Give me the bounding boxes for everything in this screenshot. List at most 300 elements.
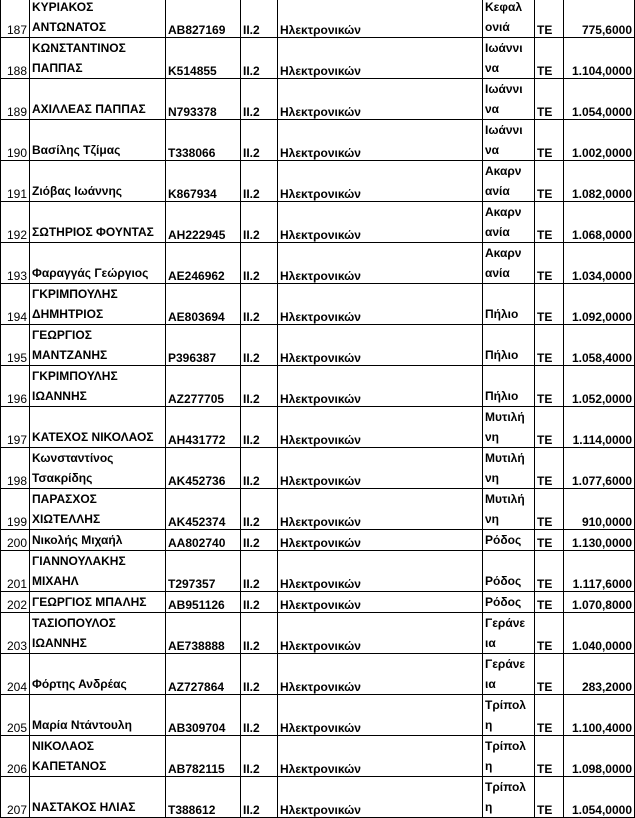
specialty-cell-text: Ηλεκτρονικών: [280, 536, 361, 550]
level-cell[interactable]: [535, 592, 564, 613]
category-cell[interactable]: [241, 38, 278, 79]
location-cell[interactable]: [483, 695, 535, 736]
score-cell[interactable]: [564, 161, 635, 202]
row-number-cell[interactable]: [1, 777, 30, 818]
level-cell-text: ΤΕ: [537, 474, 553, 488]
score-cell[interactable]: [564, 38, 635, 79]
category-cell[interactable]: [241, 489, 278, 530]
score-cell-text: 1.104,0000: [571, 64, 632, 78]
category-cell[interactable]: [241, 654, 278, 695]
specialty-cell[interactable]: [278, 530, 483, 551]
table-row: [1, 366, 635, 407]
category-cell-text: II.2: [243, 721, 260, 735]
name-cell[interactable]: [30, 489, 166, 530]
id-cell[interactable]: [166, 695, 241, 736]
specialty-cell-text: Ηλεκτρονικών: [280, 515, 361, 529]
specialty-cell[interactable]: [278, 407, 483, 448]
category-cell-text: II.2: [243, 639, 260, 653]
location-cell[interactable]: [483, 0, 535, 38]
specialty-cell[interactable]: [278, 0, 483, 38]
id-cell[interactable]: [166, 736, 241, 777]
level-cell[interactable]: [535, 0, 564, 38]
specialty-cell-text: Ηλεκτρονικών: [280, 803, 361, 817]
id-cell-text: AB309704: [168, 721, 226, 735]
id-cell[interactable]: [166, 613, 241, 654]
name-cell[interactable]: [30, 325, 166, 366]
name-cell[interactable]: [30, 366, 166, 407]
level-cell-text: ΤΕ: [537, 680, 553, 694]
table-row: [1, 613, 635, 654]
specialty-cell[interactable]: [278, 551, 483, 592]
score-cell-text: 1.130,0000: [571, 536, 632, 550]
specialty-cell[interactable]: [278, 243, 483, 284]
row-number-cell[interactable]: [1, 161, 30, 202]
category-cell-text: II.2: [243, 762, 260, 776]
category-cell-text: II.2: [243, 310, 260, 324]
score-cell-text: 1.034,0000: [571, 269, 632, 283]
score-cell[interactable]: [564, 120, 635, 161]
id-cell-text: AE738888: [168, 639, 225, 653]
category-cell-text: II.2: [243, 146, 260, 160]
score-cell[interactable]: [564, 695, 635, 736]
id-cell-text: AZ727864: [168, 680, 225, 694]
category-cell[interactable]: [241, 592, 278, 613]
location-cell[interactable]: [483, 38, 535, 79]
table-row: [1, 695, 635, 736]
category-cell[interactable]: [241, 736, 278, 777]
name-cell[interactable]: [30, 243, 166, 284]
row-number-cell-text: 199: [6, 515, 27, 529]
score-cell[interactable]: [564, 530, 635, 551]
specialty-cell[interactable]: [278, 592, 483, 613]
category-cell[interactable]: [241, 777, 278, 818]
table-row: [1, 654, 635, 695]
score-cell[interactable]: [564, 366, 635, 407]
row-number-cell[interactable]: [1, 530, 30, 551]
name-cell[interactable]: [30, 592, 166, 613]
name-cell[interactable]: [30, 777, 166, 818]
id-cell[interactable]: [166, 530, 241, 551]
score-cell-text: 1.052,0000: [571, 392, 632, 406]
id-cell[interactable]: [166, 243, 241, 284]
location-cell[interactable]: [483, 448, 535, 489]
score-cell-text: 1.098,0000: [571, 762, 632, 776]
location-cell[interactable]: [483, 366, 535, 407]
specialty-cell-text: Ηλεκτρονικών: [280, 351, 361, 365]
table-row: [1, 736, 635, 777]
location-cell[interactable]: [483, 202, 535, 243]
row-number-cell-text: 196: [6, 392, 27, 406]
id-cell[interactable]: [166, 161, 241, 202]
row-number-cell-text: 194: [6, 310, 27, 324]
specialty-cell-text: Ηλεκτρονικών: [280, 392, 361, 406]
row-number-cell[interactable]: [1, 38, 30, 79]
score-cell[interactable]: [564, 736, 635, 777]
category-cell[interactable]: [241, 202, 278, 243]
row-number-cell[interactable]: [1, 0, 30, 38]
id-cell[interactable]: [166, 284, 241, 325]
specialty-cell-text: Ηλεκτρονικών: [280, 269, 361, 283]
location-cell[interactable]: [483, 161, 535, 202]
category-cell[interactable]: [241, 448, 278, 489]
id-cell[interactable]: [166, 366, 241, 407]
level-cell[interactable]: [535, 654, 564, 695]
specialty-cell-text: Ηλεκτρονικών: [280, 598, 361, 612]
specialty-cell[interactable]: [278, 777, 483, 818]
specialty-cell[interactable]: [278, 161, 483, 202]
category-cell-text: II.2: [243, 351, 260, 365]
name-cell-text: Κωνσταντίνος Τσακρίδης: [32, 451, 114, 485]
level-cell-text: ΤΕ: [537, 577, 553, 591]
category-cell-text: II.2: [243, 23, 260, 37]
location-cell[interactable]: [483, 489, 535, 530]
specialty-cell-text: Ηλεκτρονικών: [280, 577, 361, 591]
name-cell-text: Ζιόβας Ιωάννης: [32, 184, 123, 198]
category-cell[interactable]: [241, 0, 278, 38]
location-cell[interactable]: [483, 325, 535, 366]
level-cell-text: ΤΕ: [537, 515, 553, 529]
specialty-cell-text: Ηλεκτρονικών: [280, 310, 361, 324]
id-cell-text: AH222945: [168, 228, 226, 242]
row-number-cell-text: 189: [6, 105, 27, 119]
id-cell[interactable]: [166, 448, 241, 489]
level-cell[interactable]: [535, 695, 564, 736]
name-cell[interactable]: [30, 695, 166, 736]
location-cell[interactable]: [483, 79, 535, 120]
specialty-cell[interactable]: [278, 79, 483, 120]
specialty-cell[interactable]: [278, 736, 483, 777]
id-cell[interactable]: [166, 38, 241, 79]
level-cell-text: ΤΕ: [537, 351, 553, 365]
name-cell-text: Νικολής Μιχαήλ: [32, 533, 123, 547]
score-cell[interactable]: [564, 551, 635, 592]
name-cell[interactable]: [30, 654, 166, 695]
level-cell[interactable]: [535, 736, 564, 777]
location-cell[interactable]: [483, 736, 535, 777]
category-cell-text: II.2: [243, 228, 260, 242]
level-cell[interactable]: [535, 530, 564, 551]
location-cell-text: Ακαρν ανία: [485, 246, 522, 280]
row-number-cell-text: 191: [6, 187, 27, 201]
score-cell-text: 1.002,0000: [571, 146, 632, 160]
table-row: [1, 530, 635, 551]
category-cell[interactable]: [241, 79, 278, 120]
specialty-cell[interactable]: [278, 613, 483, 654]
row-number-cell[interactable]: [1, 407, 30, 448]
row-number-cell[interactable]: [1, 243, 30, 284]
row-number-cell[interactable]: [1, 284, 30, 325]
location-cell-text: Ρόδος: [485, 533, 522, 547]
table-row: [1, 38, 635, 79]
level-cell[interactable]: [535, 448, 564, 489]
location-cell-text: Μυτιλή νη: [485, 451, 525, 485]
row-number-cell[interactable]: [1, 736, 30, 777]
location-cell-text: Κεφαλ ονιά: [485, 0, 522, 34]
specialty-cell[interactable]: [278, 325, 483, 366]
category-cell[interactable]: [241, 613, 278, 654]
name-cell-text: ΝΑΣΤΑΚΟΣ ΗΛΙΑΣ: [32, 800, 136, 814]
location-cell[interactable]: [483, 120, 535, 161]
score-cell[interactable]: [564, 284, 635, 325]
score-cell[interactable]: [564, 243, 635, 284]
row-number-cell[interactable]: [1, 592, 30, 613]
location-cell[interactable]: [483, 407, 535, 448]
id-cell[interactable]: [166, 551, 241, 592]
row-number-cell-text: 205: [6, 721, 27, 735]
table-row: [1, 120, 635, 161]
id-cell-text: AB782115: [168, 762, 225, 776]
score-cell-text: 910,0000: [581, 515, 632, 529]
name-cell-text: ΚΩΝΣΤΑΝΤΙΝΟΣ ΠΑΠΠΑΣ: [32, 41, 126, 75]
id-cell-text: T338066: [168, 146, 216, 160]
score-cell[interactable]: [564, 325, 635, 366]
id-cell[interactable]: [166, 79, 241, 120]
name-cell-text: ΤΑΣΙΟΠΟΥΛΟΣ ΙΩΑΝΝΗΣ: [32, 616, 116, 650]
id-cell-text: P396387: [168, 351, 217, 365]
name-cell-text: Μαρία Ντάντουλη: [32, 718, 132, 732]
specialty-cell[interactable]: [278, 284, 483, 325]
specialty-cell-text: Ηλεκτρονικών: [280, 762, 361, 776]
location-cell[interactable]: [483, 613, 535, 654]
specialty-cell[interactable]: [278, 448, 483, 489]
level-cell[interactable]: [535, 243, 564, 284]
name-cell[interactable]: [30, 407, 166, 448]
location-cell[interactable]: [483, 654, 535, 695]
name-cell[interactable]: [30, 161, 166, 202]
id-cell-text: AK452736: [168, 474, 226, 488]
name-cell[interactable]: [30, 284, 166, 325]
table-row: [1, 0, 635, 38]
name-cell-text: ΑΧΙΛΛΕΑΣ ΠΑΠΠΑΣ: [32, 102, 146, 116]
level-cell[interactable]: [535, 407, 564, 448]
name-cell[interactable]: [30, 38, 166, 79]
score-cell-text: 1.082,0000: [571, 187, 632, 201]
name-cell-text: ΓΙΑΝΝΟΥΛΑΚΗΣ ΜΙΧΑΗΛ: [32, 554, 126, 588]
row-number-cell[interactable]: [1, 325, 30, 366]
id-cell[interactable]: [166, 489, 241, 530]
name-cell[interactable]: [30, 736, 166, 777]
row-number-cell[interactable]: [1, 489, 30, 530]
row-number-cell[interactable]: [1, 654, 30, 695]
specialty-cell[interactable]: [278, 38, 483, 79]
row-number-cell-text: 206: [6, 762, 27, 776]
category-cell[interactable]: [241, 325, 278, 366]
level-cell[interactable]: [535, 551, 564, 592]
score-cell-text: 1.068,0000: [571, 228, 632, 242]
name-cell-text: ΓΕΩΡΓΙΟΣ ΜΑΝΤΖΑΝΗΣ: [32, 328, 108, 362]
name-cell[interactable]: [30, 613, 166, 654]
category-cell[interactable]: [241, 120, 278, 161]
level-cell-text: ΤΕ: [537, 64, 553, 78]
level-cell-text: ΤΕ: [537, 23, 553, 37]
name-cell[interactable]: [30, 0, 166, 38]
row-number-cell-text: 198: [6, 474, 27, 488]
row-number-cell-text: 203: [6, 639, 27, 653]
id-cell-text: K867934: [168, 187, 217, 201]
score-cell-text: 1.054,0000: [571, 105, 632, 119]
location-cell-text: Πήλιο: [485, 389, 519, 403]
level-cell-text: ΤΕ: [537, 721, 553, 735]
table-row: [1, 407, 635, 448]
score-cell[interactable]: [564, 613, 635, 654]
level-cell[interactable]: [535, 777, 564, 818]
name-cell[interactable]: [30, 79, 166, 120]
score-cell-text: 1.054,0000: [571, 803, 632, 817]
score-cell[interactable]: [564, 202, 635, 243]
level-cell-text: ΤΕ: [537, 639, 553, 653]
table-row: [1, 284, 635, 325]
score-cell-text: 1.092,0000: [571, 310, 632, 324]
category-cell-text: II.2: [243, 803, 260, 817]
score-cell-text: 1.117,6000: [572, 577, 632, 591]
name-cell-text: ΝΙΚΟΛΑΟΣ ΚΑΠΕΤΑΝΟΣ: [32, 739, 107, 773]
location-cell[interactable]: [483, 777, 535, 818]
id-cell[interactable]: [166, 592, 241, 613]
score-cell-text: 1.040,0000: [571, 639, 632, 653]
location-cell-text: Τρίπολ η: [485, 698, 526, 732]
id-cell[interactable]: [166, 325, 241, 366]
score-cell[interactable]: [564, 0, 635, 38]
level-cell-text: ΤΕ: [537, 146, 553, 160]
location-cell-text: Μυτιλή νη: [485, 410, 525, 444]
row-number-cell-text: 187: [6, 23, 27, 37]
id-cell-text: T388612: [168, 803, 216, 817]
level-cell-text: ΤΕ: [537, 310, 553, 324]
table-row: [1, 161, 635, 202]
id-cell-text: N793378: [168, 105, 217, 119]
score-cell[interactable]: [564, 489, 635, 530]
location-cell[interactable]: [483, 530, 535, 551]
row-number-cell[interactable]: [1, 79, 30, 120]
location-cell-text: Ρόδος: [485, 595, 522, 609]
name-cell[interactable]: [30, 202, 166, 243]
row-number-cell-text: 204: [6, 680, 27, 694]
category-cell-text: II.2: [243, 598, 260, 612]
level-cell-text: ΤΕ: [537, 803, 553, 817]
category-cell-text: II.2: [243, 474, 260, 488]
category-cell-text: II.2: [243, 433, 260, 447]
specialty-cell[interactable]: [278, 654, 483, 695]
score-cell[interactable]: [564, 79, 635, 120]
id-cell[interactable]: [166, 202, 241, 243]
location-cell[interactable]: [483, 284, 535, 325]
score-cell[interactable]: [564, 592, 635, 613]
level-cell-text: ΤΕ: [537, 762, 553, 776]
specialty-cell[interactable]: [278, 202, 483, 243]
level-cell[interactable]: [535, 38, 564, 79]
id-cell[interactable]: [166, 120, 241, 161]
name-cell-text: ΚΥΡΙΑΚΟΣ ΑΝΤΩΝΑΤΟΣ: [32, 0, 107, 34]
name-cell[interactable]: [30, 120, 166, 161]
level-cell[interactable]: [535, 366, 564, 407]
specialty-cell[interactable]: [278, 695, 483, 736]
table-row: [1, 325, 635, 366]
id-cell-text: AB951126: [168, 598, 225, 612]
category-cell[interactable]: [241, 284, 278, 325]
level-cell[interactable]: [535, 120, 564, 161]
id-cell[interactable]: [166, 654, 241, 695]
location-cell[interactable]: [483, 243, 535, 284]
level-cell[interactable]: [535, 79, 564, 120]
score-cell[interactable]: [564, 654, 635, 695]
category-cell[interactable]: [241, 161, 278, 202]
row-number-cell-text: 193: [6, 269, 27, 283]
row-number-cell-text: 207: [6, 803, 27, 817]
location-cell[interactable]: [483, 592, 535, 613]
table-body: [1, 0, 635, 818]
score-cell-text: 283,2000: [581, 680, 632, 694]
table-row: [1, 592, 635, 613]
category-cell-text: II.2: [243, 392, 260, 406]
level-cell-text: ΤΕ: [537, 392, 553, 406]
specialty-cell[interactable]: [278, 489, 483, 530]
category-cell[interactable]: [241, 366, 278, 407]
id-cell[interactable]: [166, 0, 241, 38]
id-cell[interactable]: [166, 777, 241, 818]
row-number-cell[interactable]: [1, 448, 30, 489]
row-number-cell[interactable]: [1, 613, 30, 654]
row-number-cell-text: 200: [6, 536, 27, 550]
name-cell-text: Φόρτης Ανδρέας: [32, 677, 127, 691]
specialty-cell-text: Ηλεκτρονικών: [280, 64, 361, 78]
score-cell-text: 1.077,6000: [571, 474, 632, 488]
category-cell[interactable]: [241, 407, 278, 448]
location-cell[interactable]: [483, 551, 535, 592]
id-cell-text: AZ277705: [168, 392, 225, 406]
level-cell[interactable]: [535, 284, 564, 325]
name-cell[interactable]: [30, 448, 166, 489]
name-cell[interactable]: [30, 551, 166, 592]
location-cell-text: Ακαρν ανία: [485, 205, 522, 239]
level-cell[interactable]: [535, 613, 564, 654]
category-cell[interactable]: [241, 530, 278, 551]
row-number-cell-text: 201: [6, 577, 27, 591]
row-number-cell[interactable]: [1, 366, 30, 407]
specialty-cell-text: Ηλεκτρονικών: [280, 639, 361, 653]
score-cell-text: 1.058,4000: [571, 351, 632, 365]
category-cell[interactable]: [241, 551, 278, 592]
id-cell[interactable]: [166, 407, 241, 448]
row-number-cell[interactable]: [1, 202, 30, 243]
score-cell[interactable]: [564, 777, 635, 818]
category-cell[interactable]: [241, 243, 278, 284]
name-cell-text: ΓΚΡΙΜΠΟΥΛΗΣ ΙΩΑΝΝΗΣ: [32, 369, 118, 403]
row-number-cell-text: 188: [6, 64, 27, 78]
level-cell[interactable]: [535, 489, 564, 530]
row-number-cell[interactable]: [1, 695, 30, 736]
level-cell[interactable]: [535, 161, 564, 202]
row-number-cell[interactable]: [1, 551, 30, 592]
score-cell[interactable]: [564, 407, 635, 448]
row-number-cell[interactable]: [1, 120, 30, 161]
level-cell-text: ΤΕ: [537, 433, 553, 447]
row-number-cell-text: 202: [6, 598, 27, 612]
level-cell[interactable]: [535, 325, 564, 366]
name-cell[interactable]: [30, 530, 166, 551]
specialty-cell[interactable]: [278, 366, 483, 407]
location-cell-text: Ιωάννι να: [485, 82, 523, 116]
table-row: [1, 489, 635, 530]
category-cell-text: II.2: [243, 577, 260, 591]
category-cell[interactable]: [241, 695, 278, 736]
level-cell-text: ΤΕ: [537, 536, 553, 550]
id-cell-text: AB827169: [168, 23, 226, 37]
specialty-cell[interactable]: [278, 120, 483, 161]
level-cell[interactable]: [535, 202, 564, 243]
category-cell-text: II.2: [243, 269, 260, 283]
specialty-cell-text: Ηλεκτρονικών: [280, 474, 361, 488]
score-cell[interactable]: [564, 448, 635, 489]
